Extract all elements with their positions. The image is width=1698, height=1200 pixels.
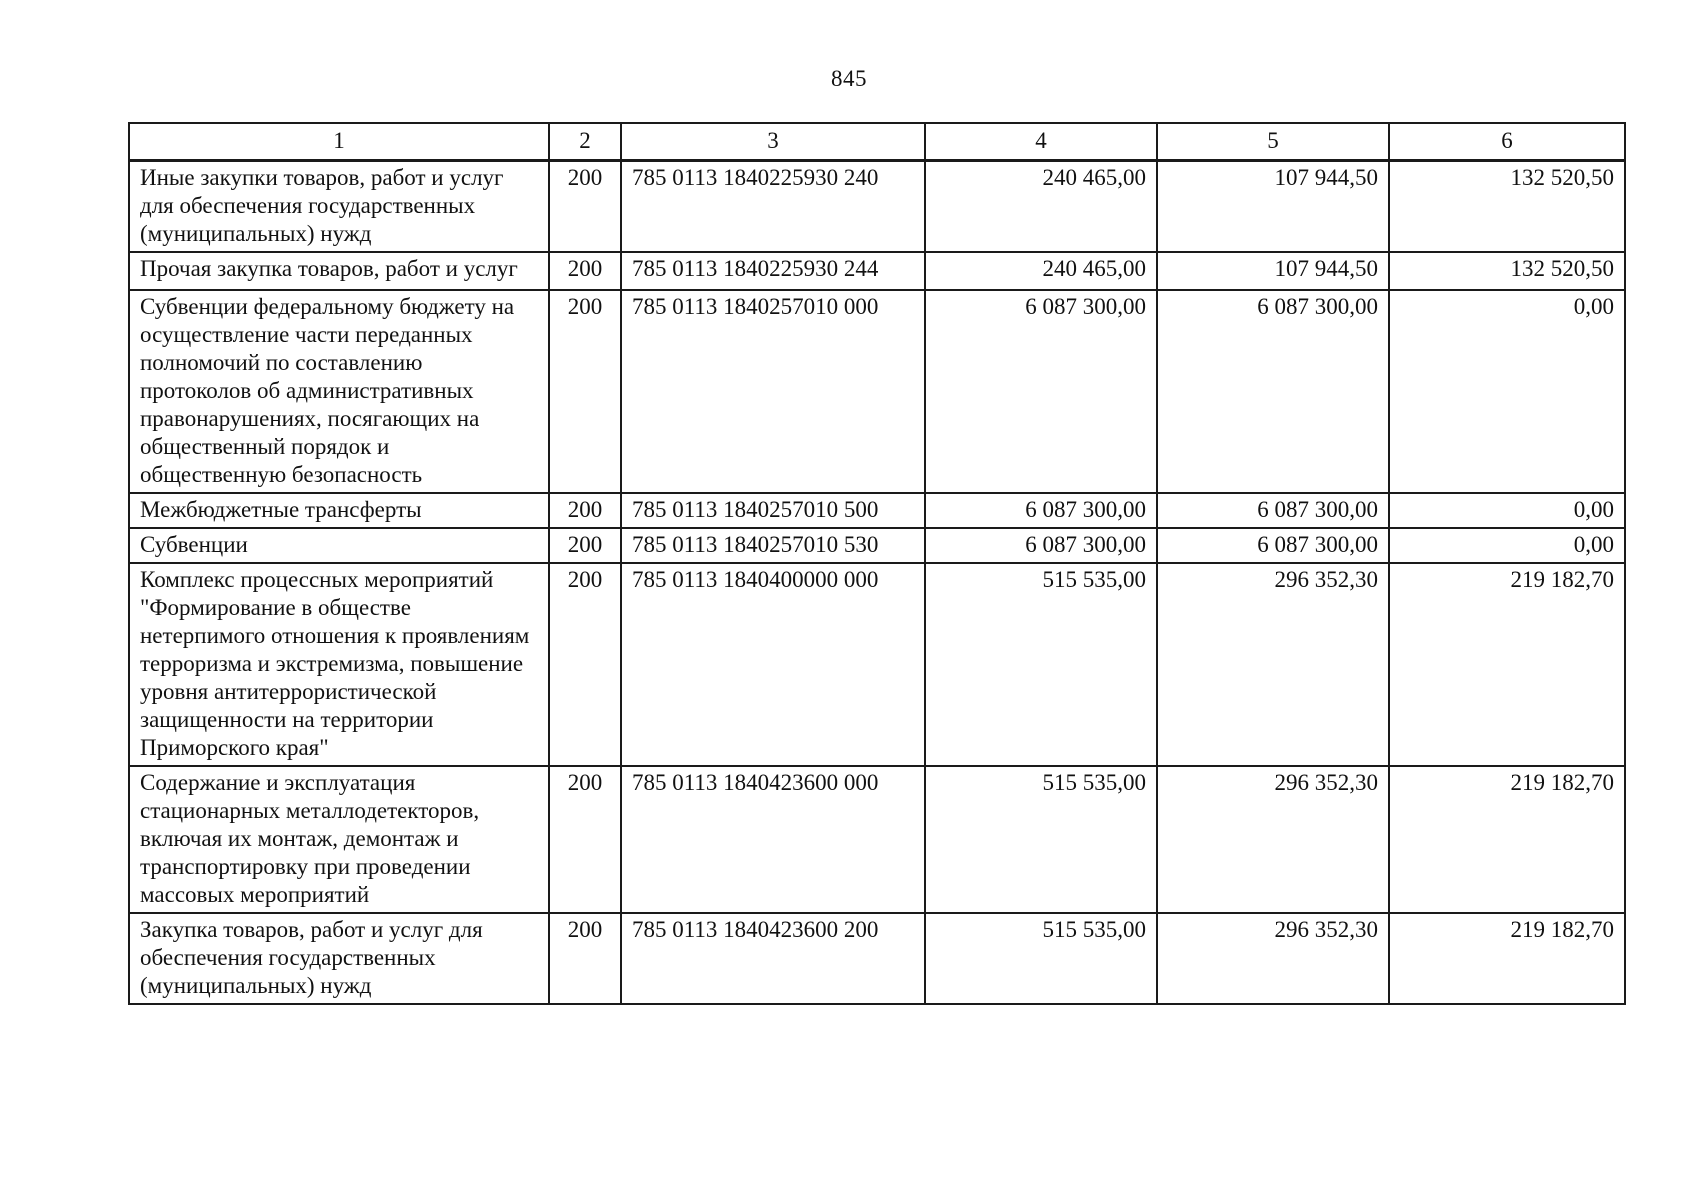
row-name-cell: Закупка товаров, работ и услуг для обеспечения государственных (муниципальных) нужд <box>129 913 549 1004</box>
row-approved-cell: 6 087 300,00 <box>925 493 1157 528</box>
row-code-cell: 785 0113 1840400000 000 <box>621 563 925 766</box>
row-name-cell: Иные закупки товаров, работ и услуг для обеспечения государственных (муниципальных) нужд <box>129 161 549 253</box>
row-code-cell: 785 0113 1840257010 000 <box>621 290 925 493</box>
row-admin-cell: 200 <box>549 161 621 253</box>
table-row <box>129 161 1625 253</box>
table-header-row <box>129 123 1625 161</box>
row-executed-cell: 296 352,30 <box>1157 766 1389 913</box>
row-approved-cell: 515 535,00 <box>925 913 1157 1004</box>
row-admin-cell: 200 <box>549 766 621 913</box>
row-name-cell: Содержание и эксплуатация стационарных металлодетекторов, включая их монтаж, демонтаж и транспортировку при проведении массовых мероприятий <box>129 766 549 913</box>
row-remaining-cell: 132 520,50 <box>1389 161 1625 253</box>
row-code-cell: 785 0113 1840257010 530 <box>621 528 925 563</box>
table-row <box>129 913 1625 1004</box>
row-admin-cell: 200 <box>549 252 621 290</box>
row-remaining-cell: 0,00 <box>1389 528 1625 563</box>
row-name-cell: Субвенции <box>129 528 549 563</box>
column-header-admin: 2 <box>549 123 621 161</box>
table-row <box>129 766 1625 913</box>
row-code-cell: 785 0113 1840423600 000 <box>621 766 925 913</box>
column-header-remaining: 6 <box>1389 123 1625 161</box>
row-admin-cell: 200 <box>549 528 621 563</box>
row-approved-cell: 6 087 300,00 <box>925 528 1157 563</box>
row-executed-cell: 6 087 300,00 <box>1157 493 1389 528</box>
table-row <box>129 252 1625 290</box>
column-header-executed: 5 <box>1157 123 1389 161</box>
row-code-cell: 785 0113 1840423600 200 <box>621 913 925 1004</box>
row-approved-cell: 6 087 300,00 <box>925 290 1157 493</box>
table-row <box>129 493 1625 528</box>
row-admin-cell: 200 <box>549 913 621 1004</box>
row-approved-cell: 515 535,00 <box>925 766 1157 913</box>
row-approved-cell: 515 535,00 <box>925 563 1157 766</box>
row-name-cell: Субвенции федеральному бюджету на осуществление части переданных полномочий по составлению протоколов об административных правонарушениях, посягающих на общественный порядок и общественную безопасность <box>129 290 549 493</box>
page-number: 845 <box>831 66 867 91</box>
table-row <box>129 290 1625 493</box>
row-code-cell: 785 0113 1840225930 240 <box>621 161 925 253</box>
row-admin-cell: 200 <box>549 563 621 766</box>
row-name-cell: Межбюджетные трансферты <box>129 493 549 528</box>
table-row <box>129 563 1625 766</box>
row-name-cell: Прочая закупка товаров, работ и услуг <box>129 252 549 290</box>
row-remaining-cell: 219 182,70 <box>1389 563 1625 766</box>
row-code-cell: 785 0113 1840257010 500 <box>621 493 925 528</box>
row-remaining-cell: 132 520,50 <box>1389 252 1625 290</box>
row-remaining-cell: 219 182,70 <box>1389 913 1625 1004</box>
column-header-code: 3 <box>621 123 925 161</box>
column-header-approved: 4 <box>925 123 1157 161</box>
row-executed-cell: 107 944,50 <box>1157 161 1389 253</box>
budget-table <box>128 122 1626 1005</box>
table-row <box>129 528 1625 563</box>
row-remaining-cell: 0,00 <box>1389 493 1625 528</box>
row-admin-cell: 200 <box>549 493 621 528</box>
row-approved-cell: 240 465,00 <box>925 161 1157 253</box>
row-executed-cell: 6 087 300,00 <box>1157 528 1389 563</box>
row-name-cell: Комплекс процессных мероприятий "Формирование в обществе нетерпимого отношения к проявлениям терроризма и экстремизма, повышение уровня антитеррористической защищенности на территории Приморского края" <box>129 563 549 766</box>
row-executed-cell: 296 352,30 <box>1157 563 1389 766</box>
row-approved-cell: 240 465,00 <box>925 252 1157 290</box>
row-remaining-cell: 219 182,70 <box>1389 766 1625 913</box>
row-executed-cell: 107 944,50 <box>1157 252 1389 290</box>
row-code-cell: 785 0113 1840225930 244 <box>621 252 925 290</box>
column-header-name: 1 <box>129 123 549 161</box>
row-executed-cell: 296 352,30 <box>1157 913 1389 1004</box>
row-remaining-cell: 0,00 <box>1389 290 1625 493</box>
row-admin-cell: 200 <box>549 290 621 493</box>
row-executed-cell: 6 087 300,00 <box>1157 290 1389 493</box>
